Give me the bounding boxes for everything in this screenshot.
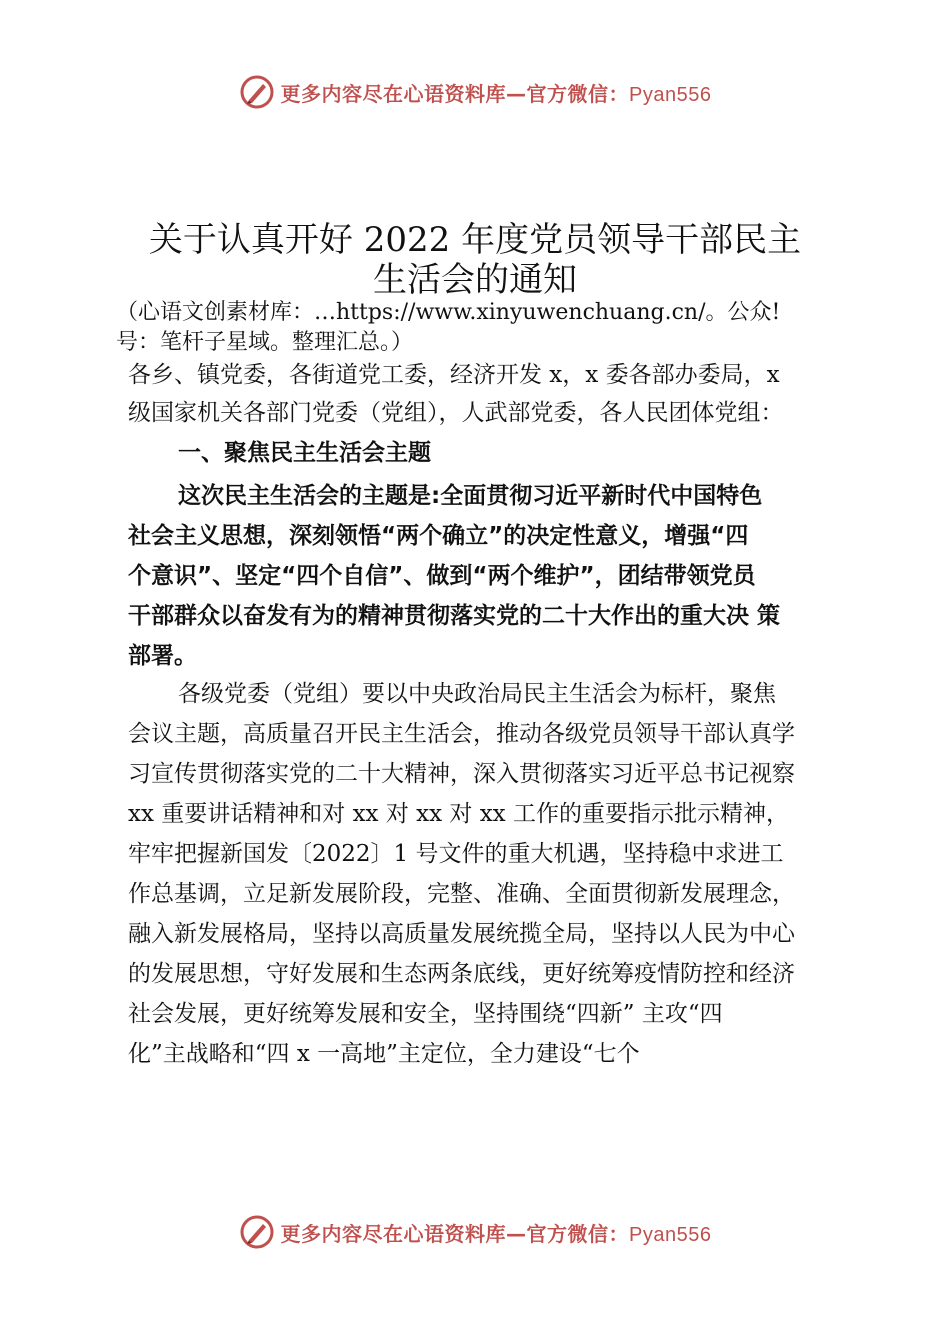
watermark-banner-bottom — [0, 1212, 950, 1252]
source-note-line-2: 号：笔杆子星域。整理汇总。） — [116, 330, 414, 355]
paragraph-1-line: 这次民主生活会的主题是:全面贯彻习近平新时代中国特色 — [178, 483, 763, 509]
paragraph-2-line: 融入新发展格局，坚持以高质量发展统揽全局，坚持以人民为中心 — [128, 921, 795, 947]
paragraph-2-line: 的发展思想，守好发展和生态两条底线，更好统筹疫情防控和经济 — [128, 961, 795, 987]
document-title-line-2: 生活会的通知 — [373, 260, 577, 300]
paragraph-2-line: 各级党委（党组）要以中央政治局民主生活会为标杆，聚焦 — [178, 681, 776, 707]
paragraph-2-line: 会议主题，高质量召开民主生活会，推动各级党员领导干部认真学 — [128, 721, 795, 747]
section-1-heading: 一、聚焦民主生活会主题 — [178, 440, 431, 466]
paragraph-1-line: 社会主义思想，深刻领悟“两个确立”的决定性意义，增强“四 — [128, 523, 749, 549]
watermark-banner-top — [0, 72, 950, 112]
addressees-line-1: 各乡、镇党委，各街道党工委，经济开发 x，x 委各部办委局，x — [128, 362, 780, 388]
paragraph-2-line: xx 重要讲话精神和对 xx 对 xx 对 xx 工作的重要指示批示精神， — [128, 801, 789, 827]
watermark-wechat-id: Pyan556 — [629, 83, 712, 106]
paragraph-1-line: 个意识”、坚定“四个自信”、做到“两个维护”，团结带领党员 — [128, 563, 756, 589]
paragraph-2-line: 牢牢把握新国发〔2022〕1 号文件的重大机遇，坚持稳中求进工 — [128, 841, 784, 867]
watermark-wechat-id: Pyan556 — [629, 1223, 712, 1246]
paragraph-2-line: 社会发展，更好统筹发展和安全，坚持围绕“四新” 主攻“四 — [128, 1001, 723, 1027]
paragraph-1-line: 部署。 — [128, 643, 197, 669]
addressees-line-2: 级国家机关各部门党委（党组），人武部党委，各人民团体党组： — [128, 400, 784, 426]
document-title-line-1: 关于认真开好 2022 年度党员领导干部民主 — [148, 220, 802, 260]
paragraph-2-line: 作总基调，立足新发展阶段，完整、准确、全面贯彻新发展理念， — [128, 881, 795, 907]
paragraph-1-line: 干部群众以奋发有为的精神贯彻落实党的二十大作出的重大决 策 — [128, 603, 781, 629]
paragraph-2-line: 习宣传贯彻落实党的二十大精神，深入贯彻落实习近平总书记视察 — [128, 761, 795, 787]
source-note-line-1: （心语文创素材库：…https://www.xinyuwenchuang.cn/。公众! — [116, 300, 781, 325]
watermark-text: 更多内容尽在心语资料库—官方微信：Pyan556 — [280, 1221, 712, 1246]
watermark-text: 更多内容尽在心语资料库—官方微信：Pyan556 — [280, 81, 712, 106]
paragraph-2-line: 化”主战略和“四 x 一高地”主定位，全力建设“七个 — [128, 1041, 640, 1067]
pen-nib-logo-icon — [239, 1214, 275, 1250]
pen-nib-logo-icon — [239, 74, 275, 110]
